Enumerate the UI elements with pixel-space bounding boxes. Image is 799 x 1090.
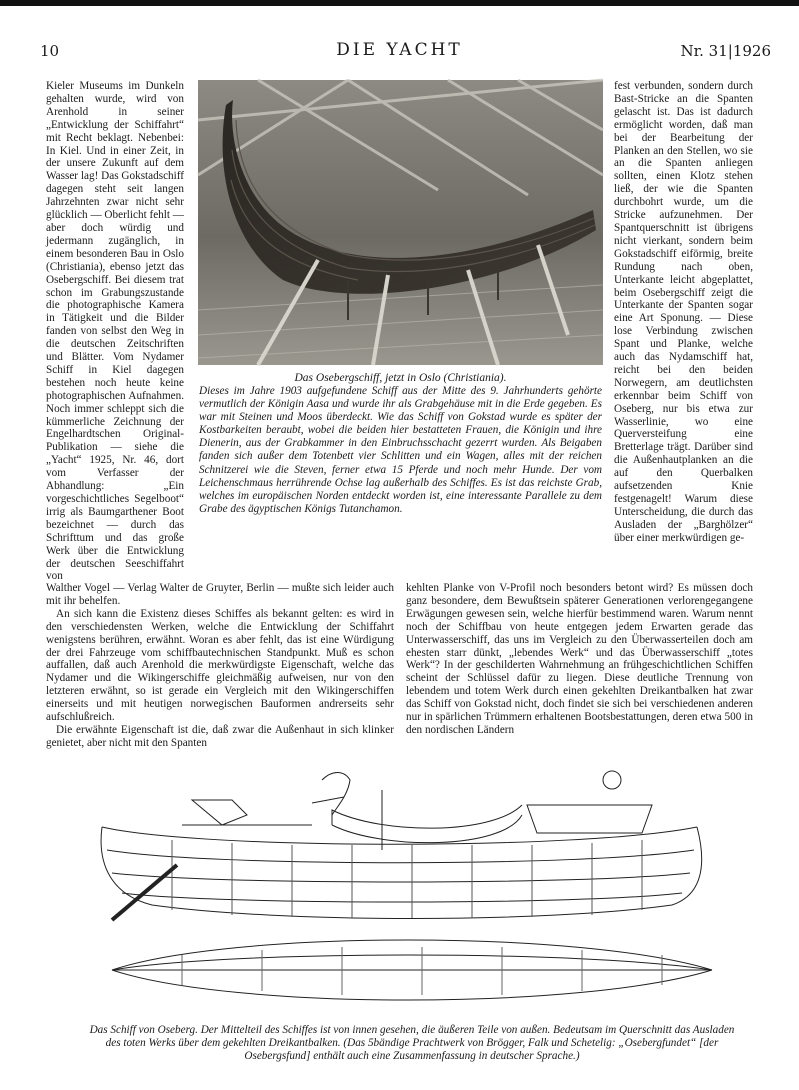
oseberg-ship-photo	[198, 80, 603, 365]
figure-caption: Das Schiff von Oseberg. Der Mittelteil des Schiffes ist von innen gesehen, die äußeren Teile von außen. Bedeutsam im Querschnitt das Ausladen des toten Werks über dem gekehlten Dreikantbalken. (Das 5bändige Prachtwerk von Brögger, Falk und Schetelig: „Osebergfundet“ [der Osebergsfund] enthält auch eine Zusammenfassung in deutscher Sprache.)	[89, 1024, 735, 1062]
issue-number: Nr. 31|1926	[680, 42, 771, 60]
bottom-left-para-1: Walther Vogel — Verlag Walter de Gruyter, Berlin — mußte sich leider auch mit ihr behelfen.	[46, 582, 394, 607]
bottom-left-para-3: Die erwähnte Eigenschaft ist die, daß zwar die Außenhaut in sich klinker genietet, aber nicht mit den Spanten	[46, 723, 394, 749]
bottom-left-para-2: An sich kann die Existenz dieses Schiffes als bekannt gelten: es wird in den verschiedensten Werken, welche die Entwicklung der Schiffahrt wenigstens berühren, erwähnt. Woran es aber fehlt, das ist eine Würdigung der drei Fahrzeuge vom schiffbautechnischen Standpunkt. Muß es schon auffallen, daß auch Arenhold die merkwürdigste Eigenschaft, welche das Nydamer und die Wikingerschiffe gleichmäßig aufweisen, nur von den letzteren erwähnt, so ist gerade ein Vergleich mit den Wikingerschiffen einerseits und mit heutigen norwegischen Bauformen andrerseits sehr aufschlußreich.	[46, 607, 394, 724]
ship-hall-illustration	[198, 80, 603, 365]
main-hull-outline	[101, 827, 702, 919]
page-title: DIE YACHT	[336, 40, 463, 60]
stem-detail	[322, 773, 350, 816]
right-small-profile	[527, 805, 652, 833]
photo-title: Das Osebergschiff, jetzt in Oslo (Christiania).	[294, 372, 507, 384]
right-column	[614, 80, 753, 580]
bottom-left-column	[46, 582, 394, 749]
ship-construction-drawing	[82, 755, 752, 1025]
bottom-right-para-1: kehlten Planke von V-Profil noch besonders betont wird? Es müssen doch ganz besondere, dem Bewußtsein späterer Generationen verlorengegangene Erwägungen gewesen sein, welche hierfür bestimmend waren. Warum nennt noch der Schiffbau von heute entgegen jedem Erwarten gerade das Unterwasserschiff, das uns im Vergleich zu den Überwasserteilen doch am ehesten starr dünkt, „lebendes Werk“ und das Überwasserschiff „totes Werk“? In der geschilderten Wahrnehmung an frühgeschichtlichen Schiffen scheint der Schlüssel dafür zu liegen. Diese deutliche Trennung von lebendem und totem Werk durch einen gekehlten Dreikantbalken hat zwar das Schiff von Gokstad nicht, doch findet sie sich bei verschiedenen anderen nur in spärlichen Trümmern erhaltenen Bootsbestattungen, deren etwa 500 in den nordischen Ländern	[406, 582, 753, 736]
bottom-right-column	[406, 582, 753, 736]
photo-caption: Dieses im Jahre 1903 aufgefundene Schiff aus der Mitte des 9. Jahrhunderts gehörte vermutlich der Königin Aasa und wurde ihr als Grabgehäuse mit in die Erde gegeben. Es war mit Steinen und Moos überdeckt. Wie das Schiff von Gokstad wurde es später der Kostbarkeiten beraubt, wobei die beiden hier bestatteten Frauen, die Königin und ihre Dienerin, aus der Grabkammer in den Einbruchsschacht gezerrt wurden. Als Beigaben fanden sich außer dem Totenbett vier Schlitten und ein Wagen, alles mit der reichen Schnitzerei wie die Steven, ferner etwa 15 Pferde und noch mehr Hunde. Der vom Leichenschmaus herrührende Ochse lag außerhalb des Schiffes. Es ist das reichste Grab, welches im europäischen Norden entdeckt worden ist, eine interessante Parallele zu dem Grabe des ägyptischen Königs Tutanchamon.	[199, 385, 602, 515]
right-column-text: fest verbunden, sondern durch Bast-Stricke an die Spanten gelascht ist. Das ist dadurch ermöglicht worden, daß man bei der Bearbeitung der Planken an den Stellen, wo sie an die Spanten anliegen sollten, einen Klotz stehen ließ, der wie die Spanten durchbohrt wurde, um die Stricke aufzunehmen. Der Spantquerschnitt ist übrigens nicht vierkant, sondern beim Gokstadschiff eiförmig, breite Rundung nach oben, Unterkante leicht abgeplattet, beim Osebergschiff zeigt die Unterkante der Spanten sogar eine Art Sponung. — Diese lose Verbindung zwischen Spant und Planke, welche auch das Nydamschiff hat, reicht bei den beiden Norwegern, am deutlichsten erkennbar beim Schiff von Oseberg, nur bis etwa zur Wasserlinie, wo eine Querversteifung eine Bretterlage trägt. Darüber sind die Außenhautplanken an die auf den Querbalken aufsetzenden Knie festgenagelt! Warum diese Unterscheidung, die durch das Ausladen der „Barghölzer“ über einer merkwürdigen ge-	[614, 80, 753, 544]
small-hull-profile	[332, 815, 522, 843]
plan-view-lower	[112, 970, 712, 1000]
page-number: 10	[40, 42, 60, 60]
left-column-text: Kieler Museums im Dunkeln gehalten wurde, wird von Arenhold in seiner „Entwicklung der Schiffahrt“ mit Recht beklagt. Nebenbei: In Kiel. Und in einer Zeit, in der unsere Zukunft auf dem Wasser lag! Das Gokstadschiff dagegen steht seit langen Jahrzehnten zwar nicht sehr glücklich — Oberlicht fehlt — aber doch würdig und jedermann zugänglich, in einem besonderen Bau in Oslo (Christiania), ebenso jetzt das Osebergschiff. Bei diesem trat schon im Grabungszustande die photographische Kamera in Tätigkeit und die Bilder fanden von selbst den Weg in die deutschen Zeitschriften und Blätter. Vom Nydamer Schiff in Kiel dagegen bestehen noch heute keine photographischen Aufnahmen. Noch immer schleppt sich die kümmerliche Zeichnung der Engelhardtschen Original-Publikation — siehe die „Yacht“ 1925, Nr. 46, dort vom Verfasser der Abhandlung: „Ein vorgeschichtliches Segelboot“ irrig als Baumgarthener Boot bezeichnet — durch das Schrifttum und das große Werk über die Entwicklung der deutschen Seeschiffahrt von	[46, 80, 184, 583]
left-column	[46, 80, 184, 583]
page-top-border	[0, 0, 799, 6]
